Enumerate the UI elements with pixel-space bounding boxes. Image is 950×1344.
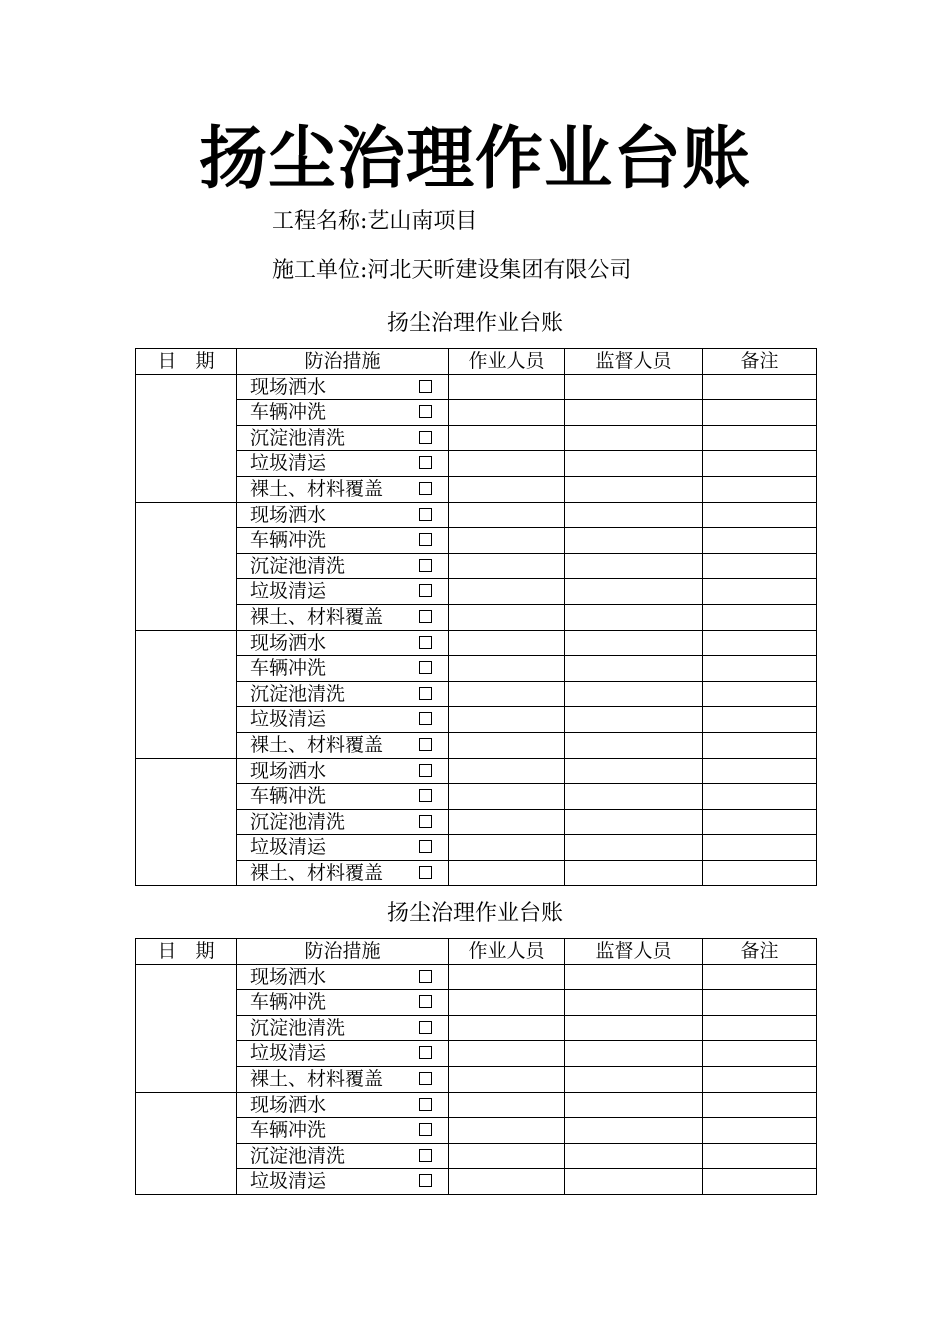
checkbox-icon[interactable]	[419, 661, 432, 674]
checkbox-icon[interactable]	[419, 738, 432, 751]
remarks-cell[interactable]	[703, 630, 817, 656]
remarks-cell[interactable]	[703, 604, 817, 630]
measure-label: 车辆冲洗	[250, 991, 327, 1014]
checkbox-icon[interactable]	[419, 610, 432, 623]
table-row	[136, 964, 817, 990]
table-row	[136, 476, 817, 502]
operator-cell[interactable]	[449, 1041, 565, 1067]
supervisor-cell[interactable]	[565, 964, 703, 990]
operator-header: 作业人员	[449, 939, 565, 965]
measure-label: 裸土、材料覆盖	[250, 861, 384, 884]
measure-label: 垃圾清运	[250, 580, 327, 603]
measure-cell	[237, 476, 449, 502]
table-row	[136, 1169, 817, 1195]
remarks-cell[interactable]	[703, 1092, 817, 1118]
checkbox-icon[interactable]	[419, 1174, 432, 1187]
operator-cell[interactable]	[449, 400, 565, 426]
operator-cell[interactable]	[449, 860, 565, 886]
operator-cell[interactable]	[449, 835, 565, 861]
measure-cell	[237, 809, 449, 835]
checkbox-icon[interactable]	[419, 482, 432, 495]
supervisor-cell[interactable]	[565, 1169, 703, 1195]
table-row	[136, 1041, 817, 1067]
operator-cell[interactable]	[449, 604, 565, 630]
checkbox-icon[interactable]	[419, 866, 432, 879]
remarks-header: 备注	[703, 939, 817, 965]
remarks-cell[interactable]	[703, 1169, 817, 1195]
document-title: 扬尘治理作业台账	[198, 120, 751, 199]
measure-cell	[237, 964, 449, 990]
checkbox-icon[interactable]	[419, 1021, 432, 1034]
supervisor-cell[interactable]	[565, 784, 703, 810]
measure-cell	[237, 784, 449, 810]
measure-label: 垃圾清运	[250, 1170, 327, 1193]
supervisor-cell[interactable]	[565, 579, 703, 605]
table-row	[136, 860, 817, 886]
remarks-cell[interactable]	[703, 964, 817, 990]
operator-cell[interactable]	[449, 758, 565, 784]
operator-cell[interactable]	[449, 809, 565, 835]
measure-cell	[237, 1066, 449, 1092]
measure-cell	[237, 579, 449, 605]
remarks-cell[interactable]	[703, 1143, 817, 1169]
operator-cell[interactable]	[449, 476, 565, 502]
checkbox-icon[interactable]	[419, 789, 432, 802]
supervisor-cell[interactable]	[565, 1118, 703, 1144]
checkbox-icon[interactable]	[419, 712, 432, 725]
measure-label: 沉淀池清洗	[250, 426, 346, 449]
table-row	[136, 809, 817, 835]
measure-cell	[237, 656, 449, 682]
checkbox-icon[interactable]	[419, 970, 432, 983]
operator-cell[interactable]	[449, 681, 565, 707]
checkbox-icon[interactable]	[419, 584, 432, 597]
date-header: 日 期	[136, 939, 237, 965]
measure-label: 沉淀池清洗	[250, 810, 346, 833]
supervisor-cell[interactable]	[565, 1066, 703, 1092]
measure-cell	[237, 681, 449, 707]
table-row	[136, 1118, 817, 1144]
remarks-header: 备注	[703, 349, 817, 375]
operator-cell[interactable]	[449, 451, 565, 477]
checkbox-icon[interactable]	[419, 636, 432, 649]
table-row	[136, 1015, 817, 1041]
measure-cell	[237, 630, 449, 656]
operator-cell[interactable]	[449, 656, 565, 682]
remarks-cell[interactable]	[703, 784, 817, 810]
supervisor-cell[interactable]	[565, 860, 703, 886]
measure-cell	[237, 1169, 449, 1195]
measure-cell	[237, 425, 449, 451]
measure-cell	[237, 1015, 449, 1041]
supervisor-cell[interactable]	[565, 681, 703, 707]
measure-cell	[237, 528, 449, 554]
table-row	[136, 374, 817, 400]
date-cell[interactable]	[136, 758, 237, 886]
table-row	[136, 553, 817, 579]
measure-label: 现场洒水	[250, 631, 327, 654]
ledger-1-table	[135, 348, 817, 886]
remarks-cell[interactable]	[703, 425, 817, 451]
remarks-cell[interactable]	[703, 835, 817, 861]
operator-cell[interactable]	[449, 1092, 565, 1118]
checkbox-icon[interactable]	[419, 1123, 432, 1136]
measure-cell	[237, 1041, 449, 1067]
table-row	[136, 528, 817, 554]
table-row	[136, 990, 817, 1016]
measure-cell	[237, 990, 449, 1016]
measure-label: 裸土、材料覆盖	[250, 1067, 384, 1090]
measure-label: 现场洒水	[250, 375, 327, 398]
measure-cell	[237, 732, 449, 758]
supervisor-cell[interactable]	[565, 374, 703, 400]
supervisor-cell[interactable]	[565, 758, 703, 784]
measure-cell	[237, 502, 449, 528]
measure-cell	[237, 1143, 449, 1169]
supervisor-cell[interactable]	[565, 809, 703, 835]
remarks-cell[interactable]	[703, 400, 817, 426]
measures-header: 防治措施	[237, 349, 449, 375]
supervisor-cell[interactable]	[565, 656, 703, 682]
remarks-cell[interactable]	[703, 758, 817, 784]
table-row	[136, 400, 817, 426]
checkbox-icon[interactable]	[419, 1149, 432, 1162]
measure-label: 垃圾清运	[250, 452, 327, 475]
date-cell[interactable]	[136, 964, 237, 1092]
operator-header: 作业人员	[449, 349, 565, 375]
remarks-cell[interactable]	[703, 1041, 817, 1067]
checkbox-icon[interactable]	[419, 380, 432, 393]
ledger-2-title: 扬尘治理作业台账	[386, 901, 563, 926]
measure-label: 现场洒水	[250, 759, 327, 782]
measure-label: 现场洒水	[250, 1093, 327, 1116]
supervisor-cell[interactable]	[565, 425, 703, 451]
table-row	[136, 732, 817, 758]
supervisor-cell[interactable]	[565, 528, 703, 554]
operator-cell[interactable]	[449, 784, 565, 810]
remarks-cell[interactable]	[703, 809, 817, 835]
supervisor-cell[interactable]	[565, 732, 703, 758]
measure-cell	[237, 604, 449, 630]
measure-label: 垃圾清运	[250, 708, 327, 731]
construction-company-line: 施工单位:河北天昕建设集团有限公司	[272, 258, 632, 283]
table-row	[136, 656, 817, 682]
measure-label: 沉淀池清洗	[250, 682, 346, 705]
operator-cell[interactable]	[449, 990, 565, 1016]
table-row	[136, 784, 817, 810]
table-row	[136, 579, 817, 605]
measure-label: 沉淀池清洗	[250, 1016, 346, 1039]
operator-cell[interactable]	[449, 1118, 565, 1144]
table-row	[136, 681, 817, 707]
header-row	[136, 349, 817, 375]
table-row	[136, 451, 817, 477]
checkbox-icon[interactable]	[419, 687, 432, 700]
measure-cell	[237, 860, 449, 886]
measures-header: 防治措施	[237, 939, 449, 965]
remarks-cell[interactable]	[703, 990, 817, 1016]
supervisor-cell[interactable]	[565, 502, 703, 528]
measure-label: 裸土、材料覆盖	[250, 477, 384, 500]
date-cell[interactable]	[136, 630, 237, 758]
operator-cell[interactable]	[449, 502, 565, 528]
remarks-cell[interactable]	[703, 374, 817, 400]
operator-cell[interactable]	[449, 630, 565, 656]
table-row	[136, 835, 817, 861]
measure-cell	[237, 374, 449, 400]
checkbox-icon[interactable]	[419, 995, 432, 1008]
supervisor-header: 监督人员	[565, 349, 703, 375]
measure-label: 裸土、材料覆盖	[250, 733, 384, 756]
remarks-cell[interactable]	[703, 528, 817, 554]
measure-label: 车辆冲洗	[250, 529, 327, 552]
remarks-cell[interactable]	[703, 476, 817, 502]
remarks-cell[interactable]	[703, 732, 817, 758]
operator-cell[interactable]	[449, 1143, 565, 1169]
remarks-cell[interactable]	[703, 860, 817, 886]
ledger-2-table	[135, 938, 817, 1195]
checkbox-icon[interactable]	[419, 431, 432, 444]
supervisor-cell[interactable]	[565, 990, 703, 1016]
measure-label: 垃圾清运	[250, 836, 327, 859]
measure-label: 车辆冲洗	[250, 657, 327, 680]
remarks-cell[interactable]	[703, 1066, 817, 1092]
table-row	[136, 630, 817, 656]
project-name-line: 工程名称:艺山南项目	[272, 209, 478, 234]
operator-cell[interactable]	[449, 1015, 565, 1041]
operator-cell[interactable]	[449, 579, 565, 605]
remarks-cell[interactable]	[703, 579, 817, 605]
supervisor-cell[interactable]	[565, 1143, 703, 1169]
table-row	[136, 1066, 817, 1092]
supervisor-header: 监督人员	[565, 939, 703, 965]
measure-cell	[237, 1118, 449, 1144]
measure-label: 车辆冲洗	[250, 785, 327, 808]
checkbox-icon[interactable]	[419, 559, 432, 572]
checkbox-icon[interactable]	[419, 1046, 432, 1059]
measure-cell	[237, 835, 449, 861]
checkbox-icon[interactable]	[419, 456, 432, 469]
checkbox-icon[interactable]	[419, 533, 432, 546]
supervisor-cell[interactable]	[565, 1041, 703, 1067]
table-row	[136, 707, 817, 733]
remarks-cell[interactable]	[703, 707, 817, 733]
date-cell[interactable]	[136, 502, 237, 630]
remarks-cell[interactable]	[703, 681, 817, 707]
operator-cell[interactable]	[449, 732, 565, 758]
checkbox-icon[interactable]	[419, 405, 432, 418]
remarks-cell[interactable]	[703, 656, 817, 682]
supervisor-cell[interactable]	[565, 707, 703, 733]
supervisor-cell[interactable]	[565, 451, 703, 477]
supervisor-cell[interactable]	[565, 400, 703, 426]
operator-cell[interactable]	[449, 964, 565, 990]
measure-cell	[237, 707, 449, 733]
supervisor-cell[interactable]	[565, 1015, 703, 1041]
checkbox-icon[interactable]	[419, 1072, 432, 1085]
operator-cell[interactable]	[449, 707, 565, 733]
remarks-cell[interactable]	[703, 1118, 817, 1144]
table-row	[136, 758, 817, 784]
operator-cell[interactable]	[449, 374, 565, 400]
supervisor-cell[interactable]	[565, 553, 703, 579]
table-row	[136, 502, 817, 528]
remarks-cell[interactable]	[703, 502, 817, 528]
table-row	[136, 604, 817, 630]
checkbox-icon[interactable]	[419, 815, 432, 828]
date-cell[interactable]	[136, 1092, 237, 1194]
measure-label: 现场洒水	[250, 503, 327, 526]
supervisor-cell[interactable]	[565, 476, 703, 502]
checkbox-icon[interactable]	[419, 840, 432, 853]
measure-label: 现场洒水	[250, 965, 327, 988]
checkbox-icon[interactable]	[419, 508, 432, 521]
operator-cell[interactable]	[449, 1169, 565, 1195]
operator-cell[interactable]	[449, 528, 565, 554]
date-cell[interactable]	[136, 374, 237, 502]
measure-cell	[237, 1092, 449, 1118]
supervisor-cell[interactable]	[565, 604, 703, 630]
header-row	[136, 939, 817, 965]
ledger-1-title: 扬尘治理作业台账	[386, 311, 563, 336]
operator-cell[interactable]	[449, 1066, 565, 1092]
measure-cell	[237, 553, 449, 579]
date-header: 日 期	[136, 349, 237, 375]
checkbox-icon[interactable]	[419, 764, 432, 777]
measure-label: 车辆冲洗	[250, 1119, 327, 1142]
measure-cell	[237, 451, 449, 477]
operator-cell[interactable]	[449, 425, 565, 451]
measure-label: 沉淀池清洗	[250, 554, 346, 577]
table-row	[136, 1143, 817, 1169]
supervisor-cell[interactable]	[565, 835, 703, 861]
remarks-cell[interactable]	[703, 553, 817, 579]
supervisor-cell[interactable]	[565, 630, 703, 656]
table-row	[136, 425, 817, 451]
checkbox-icon[interactable]	[419, 1098, 432, 1111]
measure-label: 沉淀池清洗	[250, 1144, 346, 1167]
remarks-cell[interactable]	[703, 1015, 817, 1041]
measure-cell	[237, 758, 449, 784]
measure-label: 裸土、材料覆盖	[250, 605, 384, 628]
measure-label: 车辆冲洗	[250, 401, 327, 424]
table-row	[136, 1092, 817, 1118]
measure-cell	[237, 400, 449, 426]
operator-cell[interactable]	[449, 553, 565, 579]
measure-label: 垃圾清运	[250, 1042, 327, 1065]
supervisor-cell[interactable]	[565, 1092, 703, 1118]
remarks-cell[interactable]	[703, 451, 817, 477]
